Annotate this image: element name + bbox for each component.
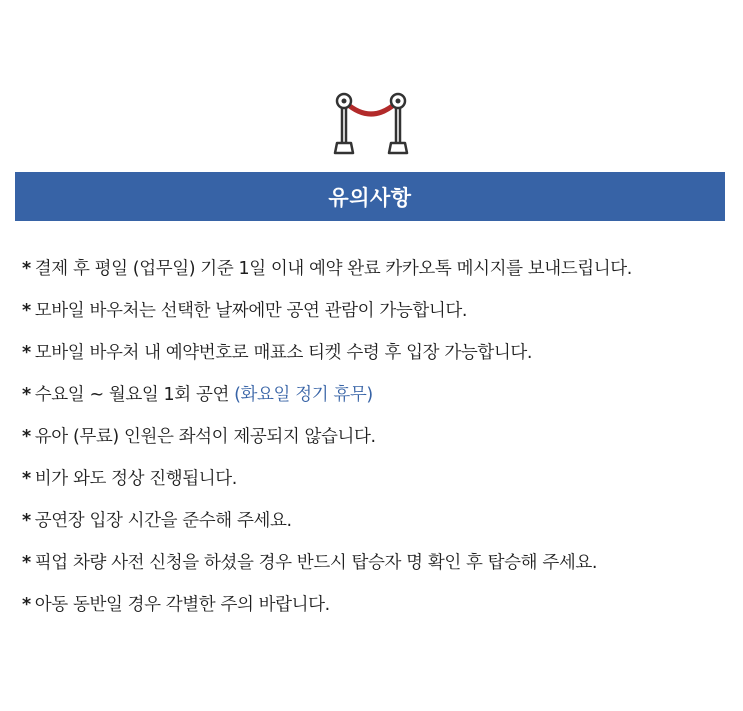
notice-item [22, 546, 732, 588]
notice-bullet: * [22, 343, 31, 363]
notice-item [22, 588, 732, 630]
notice-text: 모바일 바우처는 선택한 날짜에만 공연 관람이 가능합니다. [34, 301, 468, 321]
notice-text: 유아 (무료) 인원은 좌석이 제공되지 않습니다. [34, 427, 376, 447]
notice-bullet: * [22, 469, 31, 489]
notice-item [22, 252, 732, 294]
notice-item [22, 462, 732, 504]
notice-item [22, 420, 732, 462]
notice-list [22, 252, 732, 630]
notice-bullet: * [22, 427, 31, 447]
notice-bullet: * [22, 511, 31, 531]
notice-bullet: * [22, 595, 31, 615]
notice-text: 모바일 바우처 내 예약번호로 매표소 티켓 수령 후 입장 가능합니다. [34, 343, 533, 363]
notice-item [22, 294, 732, 336]
notice-text: 공연장 입장 시간을 준수해 주세요. [34, 511, 292, 531]
notice-item [22, 504, 732, 546]
notice-bullet: * [22, 259, 31, 279]
notice-text: 비가 와도 정상 진행됩니다. [34, 469, 237, 489]
notice-text: 픽업 차량 사전 신청을 하셨을 경우 반드시 탑승자 명 확인 후 탑승해 주세요. [34, 553, 598, 573]
notice-bullet: * [22, 301, 31, 321]
notice-bullet: * [22, 553, 31, 573]
notice-highlight-text: (화요일 정기 휴무) [234, 385, 373, 405]
stanchion-rope-icon [332, 91, 410, 155]
notice-text: 아동 동반일 경우 각별한 주의 바랍니다. [34, 595, 330, 615]
notice-header-bar [15, 172, 725, 221]
notice-text: 수요일 ~ 월요일 1회 공연 [34, 385, 235, 405]
notice-item [22, 336, 732, 378]
notice-bullet: * [22, 385, 31, 405]
notice-title: 유의사항 [328, 185, 412, 210]
notice-text: 결제 후 평일 (업무일) 기준 1일 이내 예약 완료 카카오톡 메시지를 보내드립니다. [34, 259, 632, 279]
notice-item [22, 378, 732, 420]
